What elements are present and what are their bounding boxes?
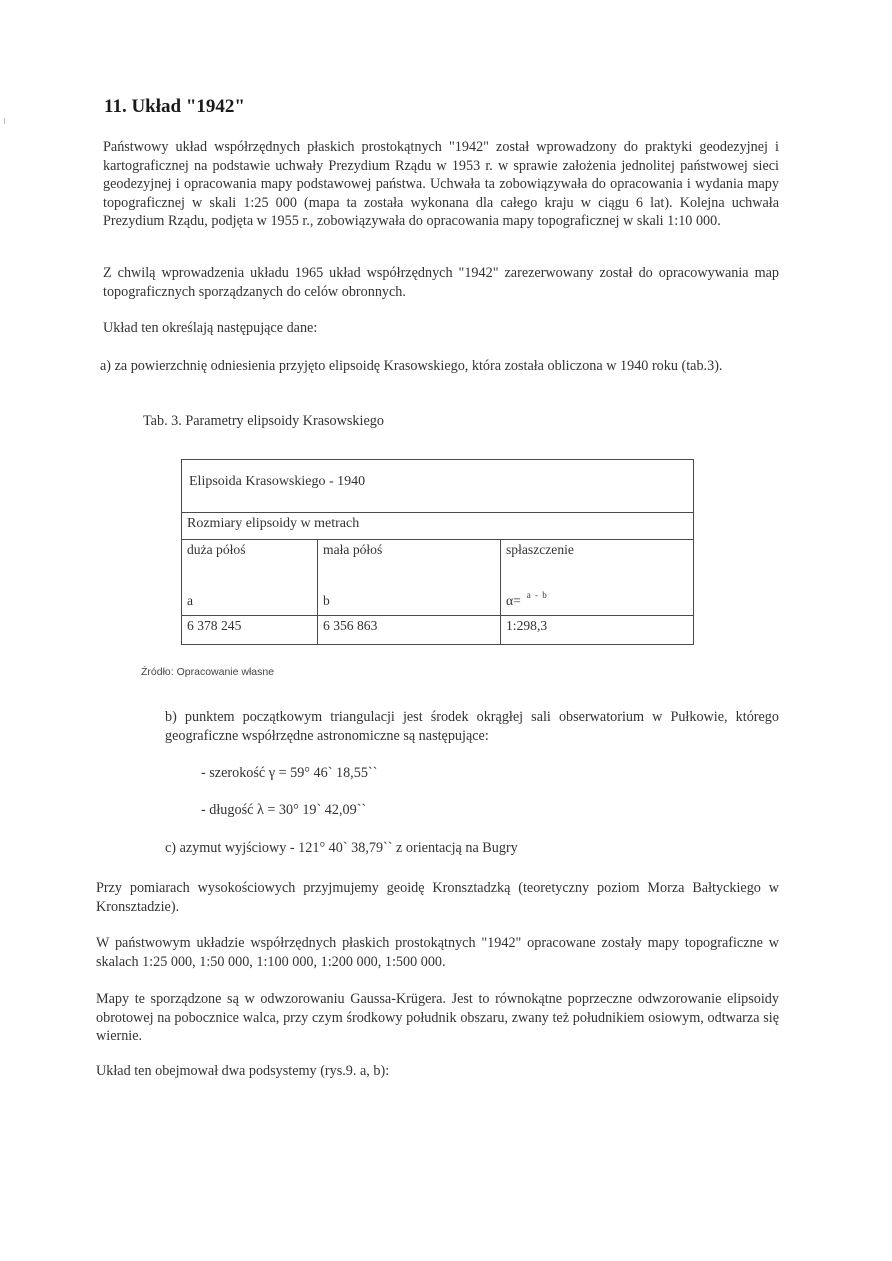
list-item-b: b) punktem początkowym triangulacji jest środek okrągłej sali obserwatorium w Pułkowie, którego geograficzne współrzędne astronomiczne są następujące: bbox=[165, 709, 779, 744]
list-item-a: a) za powierzchnię odniesienia przyjęto elipsoidę Krasowskiego, która została obliczona w 1940 roku (tab.3). bbox=[100, 358, 723, 374]
value-flattening: 1:298,3 bbox=[506, 618, 548, 633]
latitude-line: - szerokość γ = 59° 46` 18,55`` bbox=[201, 765, 378, 781]
paragraph-maps: W państwowym układzie współrzędnych płaskich prostokątnych "1942" opracowane zostały mapy topograficzne w skalach 1:25 000, 1:50 000, 1:100 000, 1:200 000, 1:500 000. bbox=[96, 935, 779, 970]
table-header-row bbox=[182, 540, 693, 616]
column-symbol: b bbox=[323, 593, 330, 608]
column-header: duża półoś bbox=[187, 542, 246, 557]
table-title: Elipsoida Krasowskiego - 1940 bbox=[189, 474, 366, 489]
column-header: mała półoś bbox=[323, 542, 383, 557]
paragraph-subsystems: Układ ten obejmował dwa podsystemy (rys.9. a, b): bbox=[96, 1063, 390, 1079]
table-title-row bbox=[182, 460, 693, 513]
value-semi-major-axis: 6 378 245 bbox=[187, 618, 242, 633]
ellipsoid-table bbox=[181, 459, 694, 645]
table-header-cell bbox=[182, 540, 318, 615]
table-subtitle-row bbox=[182, 513, 693, 540]
longitude-line: - długość λ = 30° 19` 42,09`` bbox=[201, 802, 367, 818]
table-subtitle: Rozmiary elipsoidy w metrach bbox=[187, 516, 360, 531]
table-value-cell bbox=[501, 616, 693, 645]
table-source: Źródło: Opracowanie własne bbox=[141, 666, 275, 678]
section-heading: 11. Układ "1942" bbox=[104, 96, 245, 117]
paragraph-intro: Państwowy układ współrzędnych płaskich prostokątnych "1942" został wprowadzony do praktyki geodezyjnej i kartograficznej na podstawie uchwały Prezydium Rządu w 1953 r. w sprawie założenia jednolitej państwowej sieci geodezyjnej i opracowania mapy podstawowej państwa. Uchwała ta zobowiązywała do opracowania i wydania mapy topograficznej w skali 1:25 000 (mapa ta została wykonana dla całego kraju w ciągu 6 lat). Kolejna uchwała Prezydium Rządu, podjęta w 1955 r., zobowiązywała do opracowania mapy topograficznej w skali 1:10 000. bbox=[103, 139, 779, 230]
table-header-cell bbox=[318, 540, 501, 615]
table-value-cell bbox=[318, 616, 501, 645]
list-item-c: c) azymut wyjściowy - 121° 40` 38,79`` z orientacją na Bugry bbox=[165, 840, 518, 856]
column-header: spłaszczenie bbox=[506, 542, 574, 557]
table-values-row bbox=[182, 616, 693, 645]
flattening-formula bbox=[506, 590, 548, 609]
column-symbol: α= bbox=[506, 593, 521, 608]
paragraph-heights: Przy pomiarach wysokościowych przyjmujemy geoidę Kronsztadzką (teoretyczny poziom Morza Bałtyckiego w Kronsztadzie). bbox=[96, 880, 779, 915]
paragraph-defined-by: Układ ten określają następujące dane: bbox=[103, 320, 318, 336]
scan-margin-mark bbox=[4, 118, 5, 124]
table-value-cell bbox=[182, 616, 318, 645]
table-caption: Tab. 3. Parametry elipsoidy Krasowskiego bbox=[143, 413, 384, 429]
formula-numerator: a - b bbox=[526, 590, 548, 600]
column-symbol: a bbox=[187, 593, 194, 608]
value-semi-minor-axis: 6 356 863 bbox=[323, 618, 378, 633]
paragraph-projection: Mapy te sporządzone są w odwzorowaniu Gaussa-Krügera. Jest to równokątne poprzeczne odwzorowanie elipsoidy obrotowej na pobocznice walca, przy czym środkowy południk obszaru, zwany też południkiem osiowym, odtwarza się wiernie. bbox=[96, 991, 779, 1045]
table-header-cell bbox=[501, 540, 693, 615]
paragraph-reserved: Z chwilą wprowadzenia układu 1965 układ współrzędnych "1942" zarezerwowany został do opracowywania map topograficznych sporządzanych do celów obronnych. bbox=[103, 265, 779, 300]
